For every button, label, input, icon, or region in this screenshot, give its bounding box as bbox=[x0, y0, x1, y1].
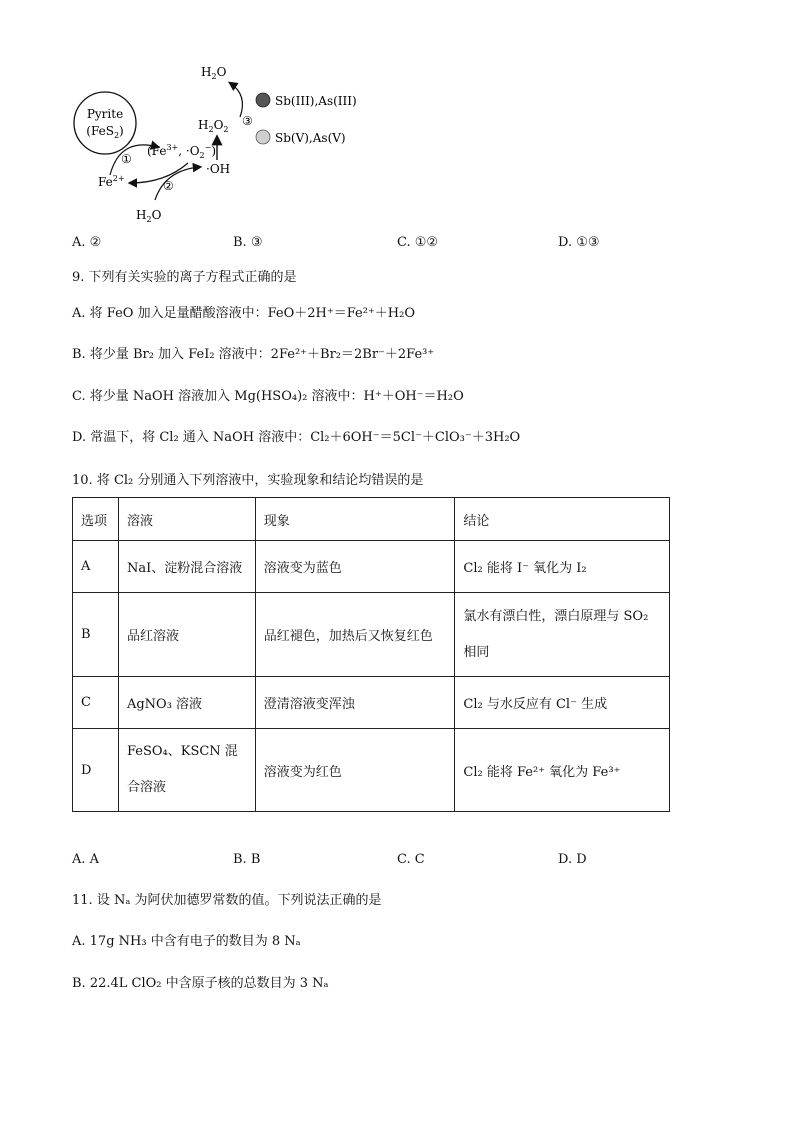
sb5-label: Sb(V),As(V) bbox=[275, 131, 346, 145]
step-3-label: ③ bbox=[242, 114, 253, 128]
arrow-step-2-water bbox=[155, 167, 200, 200]
fes2-label: (FeS$_2$) bbox=[86, 124, 124, 140]
q10-option-c: C. C bbox=[397, 852, 425, 867]
h2o-bottom-label: $H_2O$ bbox=[136, 208, 162, 224]
arrow-step-3 bbox=[230, 83, 242, 117]
table-row bbox=[73, 593, 670, 677]
row-c-phenomenon: 澄清溶液变浑浊 bbox=[255, 677, 455, 729]
dark-sphere-icon bbox=[256, 93, 270, 107]
row-b-phenomenon: 品红褪色，加热后又恢复红色 bbox=[255, 593, 455, 677]
q8-option-a: A. ② bbox=[72, 235, 102, 250]
row-d-solution: FeSO₄、KSCN 混合溶液 bbox=[118, 729, 255, 812]
q8-option-d: D. ①③ bbox=[558, 235, 600, 250]
row-c-option: C bbox=[73, 677, 119, 729]
q9-option-a: A. 将 FeO 加入足量醋酸溶液中：FeO＋2H⁺＝Fe²⁺＋H₂O bbox=[72, 306, 415, 321]
row-a-phenomenon: 溶液变为蓝色 bbox=[255, 541, 455, 593]
header-conclusion: 结论 bbox=[455, 498, 670, 541]
q11-option-b: B. 22.4L ClO₂ 中含原子核的总数目为 3 Nₐ bbox=[72, 976, 329, 991]
row-c-conclusion: Cl₂ 与水反应有 Cl⁻ 生成 bbox=[455, 677, 670, 729]
table-row bbox=[73, 541, 670, 593]
fe2-label: $Fe^{2+}$ bbox=[98, 174, 125, 189]
fe3-o2-label: ($Fe^{3+}$, $\cdot O_2^-$) bbox=[147, 143, 217, 160]
row-b-option: B bbox=[73, 593, 119, 677]
header-option: 选项 bbox=[73, 498, 119, 541]
q9-option-b: B. 将少量 Br₂ 加入 FeI₂ 溶液中：2Fe²⁺＋Br₂＝2Br⁻＋2Fe³⁺ bbox=[72, 347, 435, 362]
q10-option-a: A. A bbox=[72, 852, 100, 867]
step-2-label: ② bbox=[163, 179, 174, 193]
row-d-option: D bbox=[73, 729, 119, 812]
oh-label: ·OH bbox=[206, 162, 231, 176]
light-sphere-icon bbox=[256, 130, 270, 144]
row-a-option: A bbox=[73, 541, 119, 593]
q10-table bbox=[72, 497, 670, 812]
q8-option-b: B. ③ bbox=[233, 235, 263, 250]
q10-option-b: B. B bbox=[233, 852, 261, 867]
row-d-phenomenon: 溶液变为红色 bbox=[255, 729, 455, 812]
header-phenomenon: 现象 bbox=[255, 498, 455, 541]
sb3-label: Sb(III),As(III) bbox=[275, 94, 357, 108]
reaction-cycle-diagram bbox=[70, 55, 370, 230]
h2o2-label: $H_2O_2$ bbox=[198, 118, 229, 134]
pyrite-label: Pyrite bbox=[86, 107, 124, 121]
table-header-row bbox=[73, 498, 670, 541]
q8-option-c: C. ①② bbox=[397, 235, 439, 250]
q9-stem: 9. 下列有关实验的离子方程式正确的是 bbox=[72, 270, 297, 285]
q9-option-c: C. 将少量 NaOH 溶液加入 Mg(HSO₄)₂ 溶液中：H⁺＋OH⁻＝H₂O bbox=[72, 389, 464, 404]
row-b-solution: 品红溶液 bbox=[118, 593, 255, 677]
header-solution: 溶液 bbox=[118, 498, 255, 541]
q11-stem: 11. 设 Nₐ 为阿伏加德罗常数的值。下列说法正确的是 bbox=[72, 893, 382, 908]
q10-option-d: D. D bbox=[558, 852, 587, 867]
q10-stem: 10. 将 Cl₂ 分别通入下列溶液中，实验现象和结论均错误的是 bbox=[72, 473, 424, 488]
table-row bbox=[73, 677, 670, 729]
row-d-conclusion: Cl₂ 能将 Fe²⁺ 氧化为 Fe³⁺ bbox=[455, 729, 670, 812]
row-a-solution: NaI、淀粉混合溶液 bbox=[118, 541, 255, 593]
step-1-label: ① bbox=[121, 152, 132, 166]
row-c-solution: AgNO₃ 溶液 bbox=[118, 677, 255, 729]
arrow-step-2-return bbox=[130, 163, 188, 183]
row-b-conclusion: 氯水有漂白性，漂白原理与 SO₂ 相同 bbox=[455, 593, 670, 677]
q11-option-a: A. 17g NH₃ 中含有电子的数目为 8 Nₐ bbox=[72, 934, 301, 949]
row-a-conclusion: Cl₂ 能将 I⁻ 氧化为 I₂ bbox=[455, 541, 670, 593]
h2o-top-label: $H_2O$ bbox=[201, 65, 227, 81]
pyrite-circle bbox=[74, 92, 136, 154]
table-row bbox=[73, 729, 670, 812]
q9-option-d: D. 常温下，将 Cl₂ 通入 NaOH 溶液中：Cl₂＋6OH⁻＝5Cl⁻＋ClO₃⁻＋3H₂O bbox=[72, 430, 521, 445]
